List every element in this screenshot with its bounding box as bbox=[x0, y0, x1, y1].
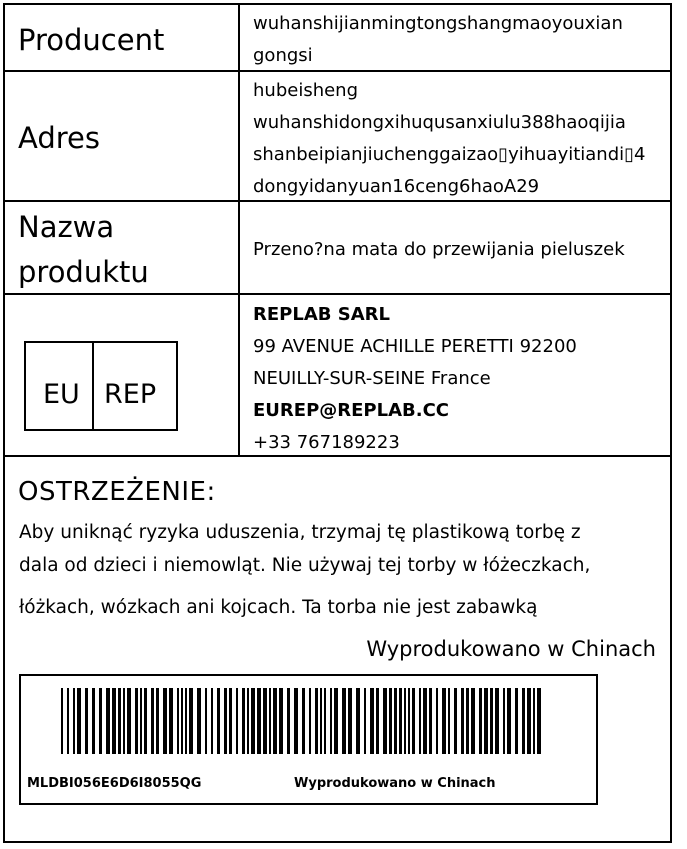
barcode-made-in: Wyprodukowano w Chinach bbox=[294, 776, 496, 791]
product-name-label bbox=[18, 205, 149, 295]
address-line: shanbeipianjiuchenggaizao▯yihuayitiandi▯4 bbox=[253, 144, 646, 165]
producer-value bbox=[253, 8, 673, 72]
product-label bbox=[3, 3, 672, 843]
made-in-text: Wyprodukowano w Chinach bbox=[366, 637, 656, 661]
eu-rep-badge bbox=[24, 341, 178, 431]
warning-title: OSTRZEŻENIE: bbox=[18, 477, 216, 507]
producer-line: wuhanshijianmingtongshangmaoyouxian bbox=[253, 13, 623, 34]
warning-line: łóżkach, wózkach ani kojcach. Ta torba nie jest zabawką bbox=[19, 597, 538, 618]
product-name-value: Przeno?na mata do przewijania pieluszek bbox=[253, 239, 625, 260]
warning-line: Aby uniknąć ryzyka uduszenia, trzymaj tę plastikową torbę z bbox=[19, 522, 581, 543]
address-label: Adres bbox=[18, 121, 100, 155]
barcode-image bbox=[61, 688, 551, 754]
address-line: dongyidanyuan16ceng6haoA29 bbox=[253, 176, 540, 197]
address-line: hubeisheng bbox=[253, 80, 359, 101]
eu-rep-email: EUREP@REPLAB.CC bbox=[253, 400, 449, 421]
eu-rep-badge-divider bbox=[92, 343, 94, 429]
warning-line: dala od dzieci i niemowląt. Nie używaj tej torby w łóżeczkach, bbox=[19, 555, 591, 576]
eu-rep-company: REPLAB SARL bbox=[253, 304, 390, 325]
eu-rep-city: NEUILLY-SUR-SEINE France bbox=[253, 368, 491, 389]
producer-label: Producent bbox=[18, 23, 165, 57]
eu-rep-details bbox=[253, 299, 673, 459]
eu-rep-badge-left: EU bbox=[43, 379, 80, 410]
producer-line: gongsi bbox=[253, 45, 313, 66]
barcode-code: MLDBI056E6D6I8055QG bbox=[27, 776, 202, 791]
product-name-label-line: Nazwa bbox=[18, 210, 115, 244]
eu-rep-phone: +33 767189223 bbox=[253, 432, 400, 453]
address-value bbox=[253, 75, 673, 203]
column-divider bbox=[238, 5, 240, 457]
eu-rep-badge-right: REP bbox=[104, 379, 157, 410]
address-line: wuhanshidongxihuqusanxiulu388haoqijia bbox=[253, 112, 626, 133]
eu-rep-street: 99 AVENUE ACHILLE PERETTI 92200 bbox=[253, 336, 577, 357]
product-name-label-line: produktu bbox=[18, 255, 149, 289]
barcode-box bbox=[19, 674, 598, 805]
